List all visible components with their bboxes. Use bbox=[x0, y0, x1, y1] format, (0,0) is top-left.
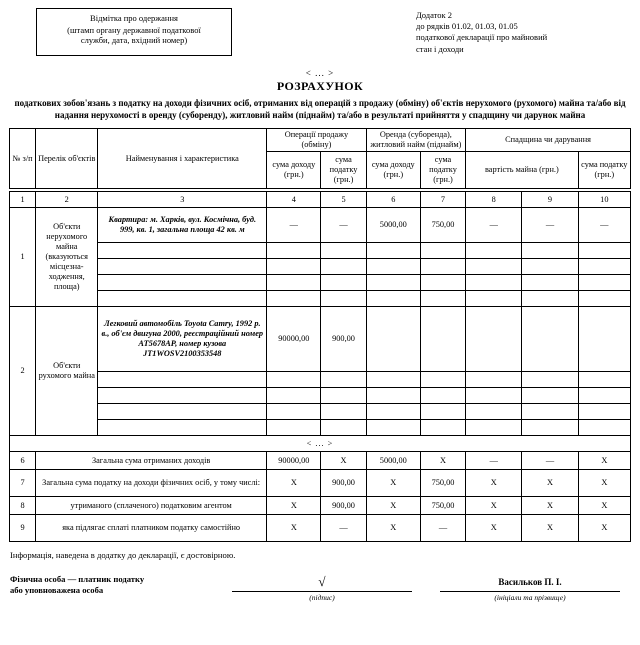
row1-blank4-c4[interactable] bbox=[267, 291, 321, 307]
page-subtitle: податкових зобов'язань з податку на доходи фізичних осіб, отриманих від операцій з продажу (обміну) об'єктів нерухомого (рухомого) майна та/або від надання нерухомості в оренду (суборенду), житловий найм (піднайм) та/або в результаті прийняття у спадщину чи дарунок майна bbox=[14, 98, 626, 121]
row2-blank3-c10[interactable] bbox=[578, 404, 630, 420]
sum8-c4[interactable]: Х bbox=[267, 497, 321, 515]
signer-name-caption: (ініціали та прізвище) bbox=[494, 593, 566, 603]
appendix-reference bbox=[416, 8, 630, 55]
row1-c10[interactable]: — bbox=[578, 208, 630, 243]
th-inheritance-gift: Спадщина чи дарування bbox=[466, 129, 631, 152]
sum8-label: утриманого (сплаченого) податковим агентом bbox=[36, 497, 267, 515]
th-property-value: вартість майна (грн.) bbox=[466, 152, 579, 189]
row2-blank-c10[interactable] bbox=[578, 372, 630, 388]
table-row bbox=[10, 307, 631, 372]
table-row bbox=[10, 404, 631, 420]
colnum-3: 3 bbox=[98, 192, 267, 208]
row2-blank3-c9[interactable] bbox=[522, 404, 578, 420]
table-row bbox=[10, 452, 631, 470]
sum6-c5[interactable]: Х bbox=[321, 452, 366, 470]
th-rent-operations: Оренда (суборенда), житловий найм (піднайм) bbox=[366, 129, 465, 152]
row1-blank2-c8[interactable] bbox=[466, 259, 522, 275]
appendix-number: Додаток 2 bbox=[416, 10, 453, 20]
th-name-characteristics: Найменування і характеристика bbox=[98, 129, 267, 189]
appendix-decl-1: податкової декларації про майновий bbox=[416, 32, 548, 43]
signer-name-underline bbox=[440, 590, 620, 592]
row1-blank-c5[interactable] bbox=[321, 243, 366, 259]
row1-blank3-c10[interactable] bbox=[578, 275, 630, 291]
row2-blank-c6[interactable] bbox=[366, 372, 420, 388]
signer-name: Васильков П. І. bbox=[498, 577, 562, 588]
table-row bbox=[10, 372, 631, 388]
row2-blank2-c4[interactable] bbox=[267, 388, 321, 404]
row2-blank4-c9[interactable] bbox=[522, 420, 578, 436]
page-title: РОЗРАХУНОК bbox=[276, 79, 364, 93]
colnum-1: 1 bbox=[10, 192, 36, 208]
row2-blank4-c7[interactable] bbox=[420, 420, 465, 436]
row1-description[interactable]: Квартира: м. Харків, вул. Космічна, буд. 999, кв. 1, загальна площа 42 кв. м bbox=[98, 208, 267, 243]
row1-desc-blank[interactable] bbox=[98, 243, 267, 259]
row1-c7[interactable]: 750,00 bbox=[420, 208, 465, 243]
sum8-c10[interactable]: Х bbox=[578, 497, 630, 515]
row1-blank2-c10[interactable] bbox=[578, 259, 630, 275]
th-sale-income: сума доходу (грн.) bbox=[267, 152, 321, 189]
row2-blank-c7[interactable] bbox=[420, 372, 465, 388]
sum7-c10[interactable]: Х bbox=[578, 470, 630, 497]
signature-mark: √ bbox=[318, 574, 326, 590]
row2-object-type: Об'єкти рухомого майна bbox=[36, 307, 98, 436]
row1-blank3-c7[interactable] bbox=[420, 275, 465, 291]
section-break-dots-top: < ... > bbox=[305, 68, 335, 78]
row1-blank2-c4[interactable] bbox=[267, 259, 321, 275]
row1-blank3-c6[interactable] bbox=[366, 275, 420, 291]
row1-blank-c7[interactable] bbox=[420, 243, 465, 259]
table-row bbox=[10, 515, 631, 542]
appendix-rows: до рядків 01.02, 01.03, 01.05 bbox=[416, 21, 518, 32]
colnum-10: 10 bbox=[578, 192, 630, 208]
row1-blank4-c6[interactable] bbox=[366, 291, 420, 307]
row2-blank-c5[interactable] bbox=[321, 372, 366, 388]
row1-blank4-c7[interactable] bbox=[420, 291, 465, 307]
reliability-statement: Інформація, наведена в додатку до декларації, є достовірною. bbox=[10, 550, 236, 561]
colnum-2: 2 bbox=[36, 192, 98, 208]
row2-desc-blank2[interactable] bbox=[98, 388, 267, 404]
sum9-c6[interactable]: Х bbox=[366, 515, 420, 542]
th-inherit-tax: сума податку (грн.) bbox=[578, 152, 630, 189]
row2-blank4-c8[interactable] bbox=[466, 420, 522, 436]
row1-blank3-c9[interactable] bbox=[522, 275, 578, 291]
row1-blank2-c9[interactable] bbox=[522, 259, 578, 275]
th-object-list: Перелік об'єктів bbox=[36, 129, 98, 189]
colnum-8: 8 bbox=[466, 192, 522, 208]
colnum-5: 5 bbox=[321, 192, 366, 208]
row1-blank4-c10[interactable] bbox=[578, 291, 630, 307]
sum7-c7[interactable]: 750,00 bbox=[420, 470, 465, 497]
signer-role-line1: Фізична особа — платник податку bbox=[10, 574, 145, 585]
appendix-decl-2: стан і доходи bbox=[416, 43, 464, 54]
row2-blank-c8[interactable] bbox=[466, 372, 522, 388]
row1-desc-blank2[interactable] bbox=[98, 259, 267, 275]
row2-desc-blank3[interactable] bbox=[98, 404, 267, 420]
sum8-c6[interactable]: Х bbox=[366, 497, 420, 515]
sum7-c8[interactable]: Х bbox=[466, 470, 522, 497]
row1-c8[interactable]: — bbox=[466, 208, 522, 243]
row1-blank3-c8[interactable] bbox=[466, 275, 522, 291]
sum9-c4[interactable]: Х bbox=[267, 515, 321, 542]
sum9-c5[interactable]: — bbox=[321, 515, 366, 542]
row1-desc-blank3[interactable] bbox=[98, 275, 267, 291]
sum6-c7[interactable]: Х bbox=[420, 452, 465, 470]
row1-blank2-c7[interactable] bbox=[420, 259, 465, 275]
sum6-c4[interactable]: 90000,00 bbox=[267, 452, 321, 470]
row2-blank2-c7[interactable] bbox=[420, 388, 465, 404]
row2-blank3-c8[interactable] bbox=[466, 404, 522, 420]
row1-blank3-c4[interactable] bbox=[267, 275, 321, 291]
sum6-c10[interactable]: Х bbox=[578, 452, 630, 470]
row2-blank4-c10[interactable] bbox=[578, 420, 630, 436]
sum9-number: 9 bbox=[10, 515, 36, 542]
table-row bbox=[10, 259, 631, 275]
sum9-c8[interactable]: Х bbox=[466, 515, 522, 542]
row2-blank3-c7[interactable] bbox=[420, 404, 465, 420]
colnum-9: 9 bbox=[522, 192, 578, 208]
row1-blank-c9[interactable] bbox=[522, 243, 578, 259]
row2-desc-blank[interactable] bbox=[98, 372, 267, 388]
signer-name-field[interactable] bbox=[440, 574, 620, 602]
sum6-c9[interactable]: — bbox=[522, 452, 578, 470]
row2-number: 2 bbox=[10, 307, 36, 436]
colnum-6: 6 bbox=[366, 192, 420, 208]
row2-blank-c4[interactable] bbox=[267, 372, 321, 388]
sum7-c4[interactable]: Х bbox=[267, 470, 321, 497]
th-sale-operations: Операції продажу (обміну) bbox=[267, 129, 366, 152]
receipt-stamp-box bbox=[36, 8, 232, 56]
row2-c9[interactable] bbox=[522, 307, 578, 372]
sum8-c7[interactable]: 750,00 bbox=[420, 497, 465, 515]
sum6-c8[interactable]: — bbox=[466, 452, 522, 470]
table-row bbox=[10, 388, 631, 404]
row1-desc-blank4[interactable] bbox=[98, 291, 267, 307]
row2-blank2-c8[interactable] bbox=[466, 388, 522, 404]
sum8-c5[interactable]: 900,00 bbox=[321, 497, 366, 515]
row1-blank4-c5[interactable] bbox=[321, 291, 366, 307]
row1-object-type: Об'єкти нерухомого майна (вказуються місцезна-ходження, площа) bbox=[36, 208, 98, 307]
row2-blank2-c10[interactable] bbox=[578, 388, 630, 404]
sum7-label: Загальна сума податку на доходи фізичних осіб, у тому числі: bbox=[36, 470, 267, 497]
row2-blank2-c9[interactable] bbox=[522, 388, 578, 404]
sum8-c8[interactable]: Х bbox=[466, 497, 522, 515]
sum9-c7[interactable]: — bbox=[420, 515, 465, 542]
section-break-row bbox=[10, 436, 631, 452]
sum6-c6[interactable]: 5000,00 bbox=[366, 452, 420, 470]
sum6-label: Загальна сума отриманих доходів bbox=[36, 452, 267, 470]
row1-blank-c10[interactable] bbox=[578, 243, 630, 259]
th-sale-tax: сума податку (грн.) bbox=[321, 152, 366, 189]
row2-c10[interactable] bbox=[578, 307, 630, 372]
table-row bbox=[10, 470, 631, 497]
row1-blank-c8[interactable] bbox=[466, 243, 522, 259]
row2-blank3-c5[interactable] bbox=[321, 404, 366, 420]
row1-blank4-c8[interactable] bbox=[466, 291, 522, 307]
colnum-4: 4 bbox=[267, 192, 321, 208]
sum8-c9[interactable]: Х bbox=[522, 497, 578, 515]
row1-blank-c4[interactable] bbox=[267, 243, 321, 259]
row2-c8[interactable] bbox=[466, 307, 522, 372]
signature-block bbox=[0, 574, 640, 618]
row1-c5[interactable]: — bbox=[321, 208, 366, 243]
table-header-row-1 bbox=[10, 129, 631, 152]
row1-number: 1 bbox=[10, 208, 36, 307]
sum7-number: 7 bbox=[10, 470, 36, 497]
row2-c5[interactable]: 900,00 bbox=[321, 307, 366, 372]
signature-underline bbox=[232, 590, 412, 592]
row2-c7[interactable] bbox=[420, 307, 465, 372]
row1-blank2-c6[interactable] bbox=[366, 259, 420, 275]
th-rent-income: сума доходу (грн.) bbox=[366, 152, 420, 189]
stamp-sub1: (штамп органу державної податкової bbox=[67, 24, 201, 35]
document-header bbox=[0, 0, 640, 56]
th-row-number: № з/п bbox=[10, 129, 36, 189]
table-row bbox=[10, 275, 631, 291]
sum7-c9[interactable]: Х bbox=[522, 470, 578, 497]
row1-blank4-c9[interactable] bbox=[522, 291, 578, 307]
row2-c4[interactable]: 90000,00 bbox=[267, 307, 321, 372]
table-row bbox=[10, 243, 631, 259]
row1-c6[interactable]: 5000,00 bbox=[366, 208, 420, 243]
row2-blank2-c6[interactable] bbox=[366, 388, 420, 404]
row2-desc-blank4[interactable] bbox=[98, 420, 267, 436]
table-row bbox=[10, 420, 631, 436]
section-break-dots-table: < ... > bbox=[10, 436, 631, 452]
row1-blank3-c5[interactable] bbox=[321, 275, 366, 291]
th-rent-tax: сума податку (грн.) bbox=[420, 152, 465, 189]
stamp-sub2: служби, дата, вхідний номер) bbox=[80, 35, 188, 46]
row2-blank2-c5[interactable] bbox=[321, 388, 366, 404]
row2-blank3-c6[interactable] bbox=[366, 404, 420, 420]
row1-blank-c6[interactable] bbox=[366, 243, 420, 259]
signer-role-label bbox=[10, 574, 220, 596]
sum7-c6[interactable]: Х bbox=[366, 470, 420, 497]
stamp-title: Відмітка про одержання bbox=[90, 13, 178, 23]
row2-blank3-c4[interactable] bbox=[267, 404, 321, 420]
sum9-c9[interactable]: Х bbox=[522, 515, 578, 542]
table-row bbox=[10, 208, 631, 243]
row1-c9[interactable]: — bbox=[522, 208, 578, 243]
calculation-table bbox=[9, 128, 631, 542]
row2-c6[interactable] bbox=[366, 307, 420, 372]
sum8-number: 8 bbox=[10, 497, 36, 515]
sum9-c10[interactable]: Х bbox=[578, 515, 630, 542]
row2-blank4-c4[interactable] bbox=[267, 420, 321, 436]
signature-field[interactable] bbox=[232, 574, 412, 602]
table-row bbox=[10, 291, 631, 307]
signature-caption: (підпис) bbox=[309, 593, 335, 603]
row2-blank-c9[interactable] bbox=[522, 372, 578, 388]
sum7-c5[interactable]: 900,00 bbox=[321, 470, 366, 497]
row1-c4[interactable]: — bbox=[267, 208, 321, 243]
column-number-row bbox=[10, 192, 631, 208]
signer-role-line2: або уповноважена особа bbox=[10, 585, 104, 596]
table-row bbox=[10, 497, 631, 515]
colnum-7: 7 bbox=[420, 192, 465, 208]
row2-description[interactable]: Легковий автомобіль Toyota Camry, 1992 р. в., об'єм двигуна 2000, реєстраційний номер АТ5678АР, номер кузова JT1WOSV2100353548 bbox=[98, 307, 267, 372]
sum9-label: яка підлягає сплаті платником податку самостійно bbox=[36, 515, 267, 542]
row2-blank4-c5[interactable] bbox=[321, 420, 366, 436]
sum6-number: 6 bbox=[10, 452, 36, 470]
row1-blank2-c5[interactable] bbox=[321, 259, 366, 275]
row2-blank4-c6[interactable] bbox=[366, 420, 420, 436]
